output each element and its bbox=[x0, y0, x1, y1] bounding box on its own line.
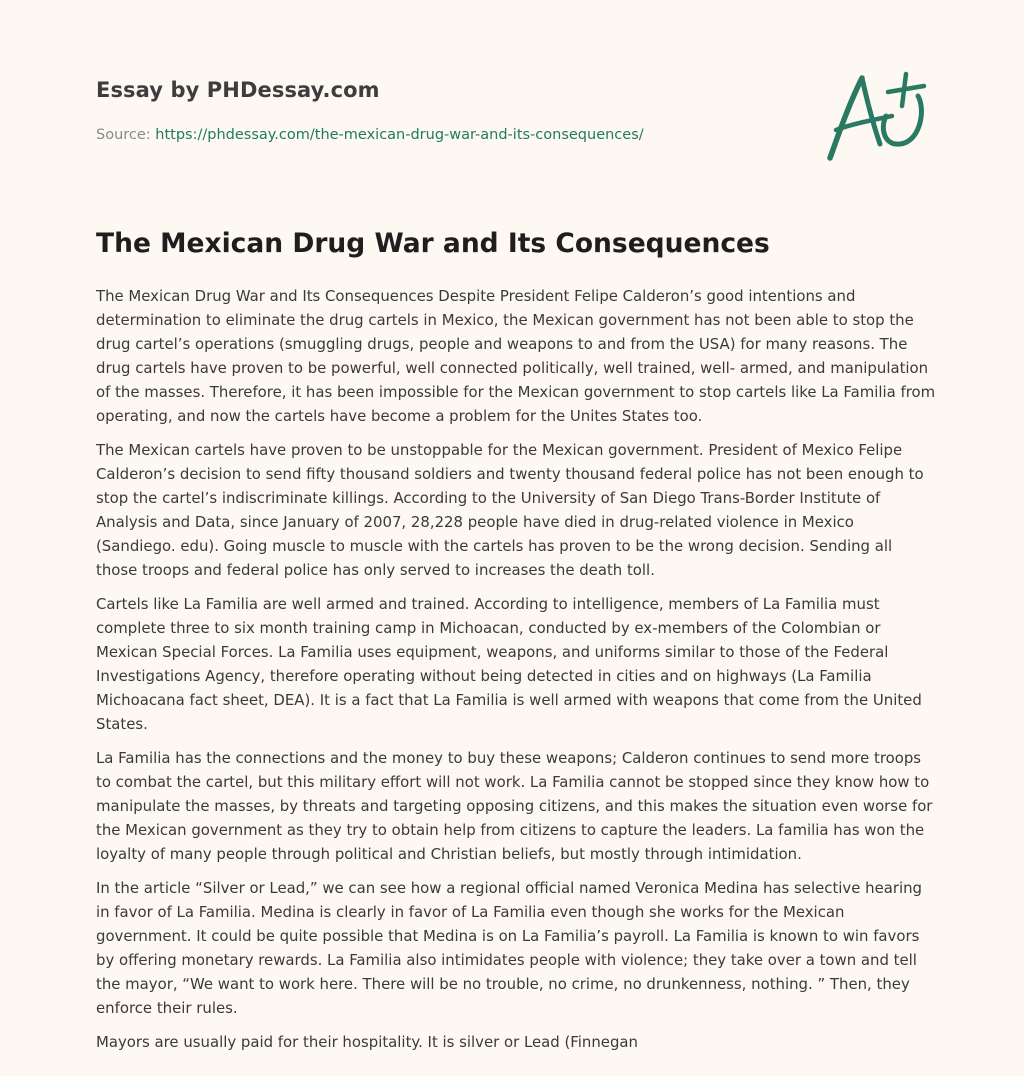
essay-header bbox=[96, 76, 816, 145]
essay-paragraph: In the article “Silver or Lead,” we can see how a regional official named Veronica Medina has selective hearing in favor of La Familia. Medina is clearly in favor of La Familia even though she works for the Mexican government. It could be quite possible that Medina is on La Familia’s payroll. La Familia is known to win favors by offering monetary rewards. La Familia also intimidates people with violence; they take over a town and tell the mayor, “We want to work here. There will be no trouble, no crime, no drunkenness, nothing. ” Then, they enforce their rules. bbox=[96, 879, 922, 1017]
site-brand: Essay by PHDessay.com bbox=[96, 78, 380, 102]
essay-title: The Mexican Drug War and Its Consequences bbox=[96, 228, 770, 259]
essay-paragraph: Mayors are usually paid for their hospitality. It is silver or Lead (Finnegan bbox=[96, 1033, 638, 1051]
source-line bbox=[96, 125, 816, 145]
a-plus-grade-logo-icon bbox=[822, 66, 932, 166]
essay-paragraph: The Mexican Drug War and Its Consequences Despite President Felipe Calderon’s good intentions and determination to eliminate the drug cartels in Mexico, the Mexican government has not been able to stop the drug cartel’s operations (smuggling drugs, people and weapons to and from the USA) for many reasons. The drug cartels have proven to be powerful, well connected politically, well trained, well- armed, and manipulation of the masses. Therefore, it has been impossible for the Mexican government to stop cartels like La Familia from operating, and now the cartels have become a problem for the Unites States too. bbox=[96, 287, 936, 425]
source-label: Source: bbox=[96, 127, 151, 143]
essay-paragraph: Cartels like La Familia are well armed and trained. According to intelligence, members of La Familia must complete three to six month training camp in Michoacan, conducted by ex-members of the Colombian or Mexican Special Forces. La Familia uses equipment, weapons, and uniforms similar to those of the Federal Investigations Agency, therefore operating without being detected in cities and on highways (La Familia Michoacana fact sheet, DEA). It is a fact that La Familia is well armed with weapons that come from the United States. bbox=[96, 595, 922, 733]
essay-paragraph: La Familia has the connections and the money to buy these weapons; Calderon continues to send more troops to combat the cartel, but this military effort will not work. La Familia cannot be stopped since they know how to manipulate the masses, by threats and targeting opposing citizens, and this makes the situation even worse for the Mexican government as they try to obtain help from citizens to capture the leaders. La familia has won the loyalty of many people through political and Christian beliefs, but mostly through intimidation. bbox=[96, 749, 933, 863]
essay-body bbox=[96, 284, 936, 1064]
essay-paragraph: The Mexican cartels have proven to be unstoppable for the Mexican government. President of Mexico Felipe Calderon’s decision to send fifty thousand soldiers and twenty thousand federal police has not been enough to stop the cartel’s indiscriminate killings. According to the University of San Diego Trans-Border Institute of Analysis and Data, since January of 2007, 28,228 people have died in drug-related violence in Mexico (Sandiego. edu). Going muscle to muscle with the cartels has proven to be the wrong decision. Sending all those troops and federal police has only served to increases the death toll. bbox=[96, 441, 924, 579]
source-link[interactable]: https://phdessay.com/the-mexican-drug-war-and-its-consequences/ bbox=[155, 127, 644, 143]
